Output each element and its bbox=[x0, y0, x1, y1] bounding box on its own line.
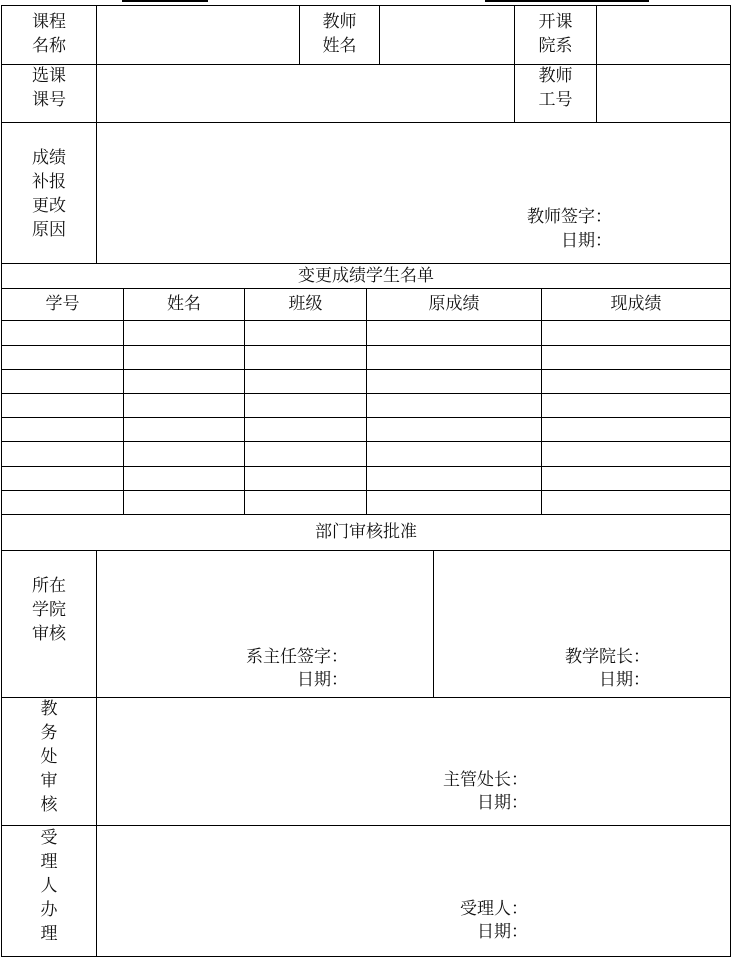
director-date: 日期： bbox=[477, 793, 528, 813]
reason-label: 成绩 补报 更改 原因 bbox=[32, 148, 66, 240]
teacher-signature: 教师签字： bbox=[527, 207, 612, 227]
rule bbox=[379, 5, 380, 64]
dept-head-date: 日期： bbox=[297, 670, 348, 690]
rule bbox=[1, 122, 731, 123]
col-class: 班级 bbox=[288, 294, 323, 314]
rule bbox=[541, 288, 542, 514]
student-list-title: 变更成绩学生名单 bbox=[298, 266, 434, 286]
course-name-label: 课程 名称 bbox=[32, 12, 66, 56]
rule bbox=[1, 825, 731, 826]
academic-affairs-label: 教 务 处 审 核 bbox=[40, 699, 58, 815]
teacher-id-label: 教师 工号 bbox=[538, 66, 573, 110]
col-name: 姓名 bbox=[167, 294, 201, 314]
rule bbox=[730, 5, 731, 957]
handler-date: 日期： bbox=[477, 922, 528, 942]
teacher-name-label: 教师 姓名 bbox=[322, 12, 357, 56]
offering-dept-label: 开课 院系 bbox=[538, 12, 573, 56]
handler-signature: 受理人： bbox=[460, 899, 528, 919]
course-id-label: 选课 课号 bbox=[32, 66, 66, 110]
college-review-label: 所在 学院 审核 bbox=[32, 576, 66, 644]
rule bbox=[1, 956, 731, 957]
col-student-id: 学号 bbox=[45, 294, 80, 314]
dean-date: 日期： bbox=[599, 670, 650, 690]
rule bbox=[433, 550, 434, 697]
approval-title: 部门审核批准 bbox=[315, 522, 417, 542]
rule bbox=[1, 550, 731, 551]
rule bbox=[366, 288, 367, 514]
col-original-grade: 原成绩 bbox=[428, 294, 480, 314]
header-underline bbox=[485, 0, 649, 2]
rule bbox=[244, 288, 245, 514]
rule bbox=[1, 5, 731, 6]
rule bbox=[596, 5, 597, 122]
rule bbox=[96, 5, 97, 263]
teacher-date: 日期： bbox=[561, 231, 612, 251]
handler-label: 受 理 人 办 理 bbox=[40, 828, 58, 944]
col-new-grade: 现成绩 bbox=[610, 294, 662, 314]
dean-signature: 教学院长： bbox=[565, 647, 650, 667]
rule bbox=[1, 64, 731, 65]
rule bbox=[1, 697, 731, 698]
header-underline bbox=[122, 0, 208, 2]
rule bbox=[123, 288, 124, 514]
rule bbox=[1, 514, 731, 515]
director-signature: 主管处长： bbox=[443, 770, 528, 790]
dept-head-signature: 系主任签字： bbox=[246, 647, 348, 667]
rule bbox=[96, 550, 97, 957]
